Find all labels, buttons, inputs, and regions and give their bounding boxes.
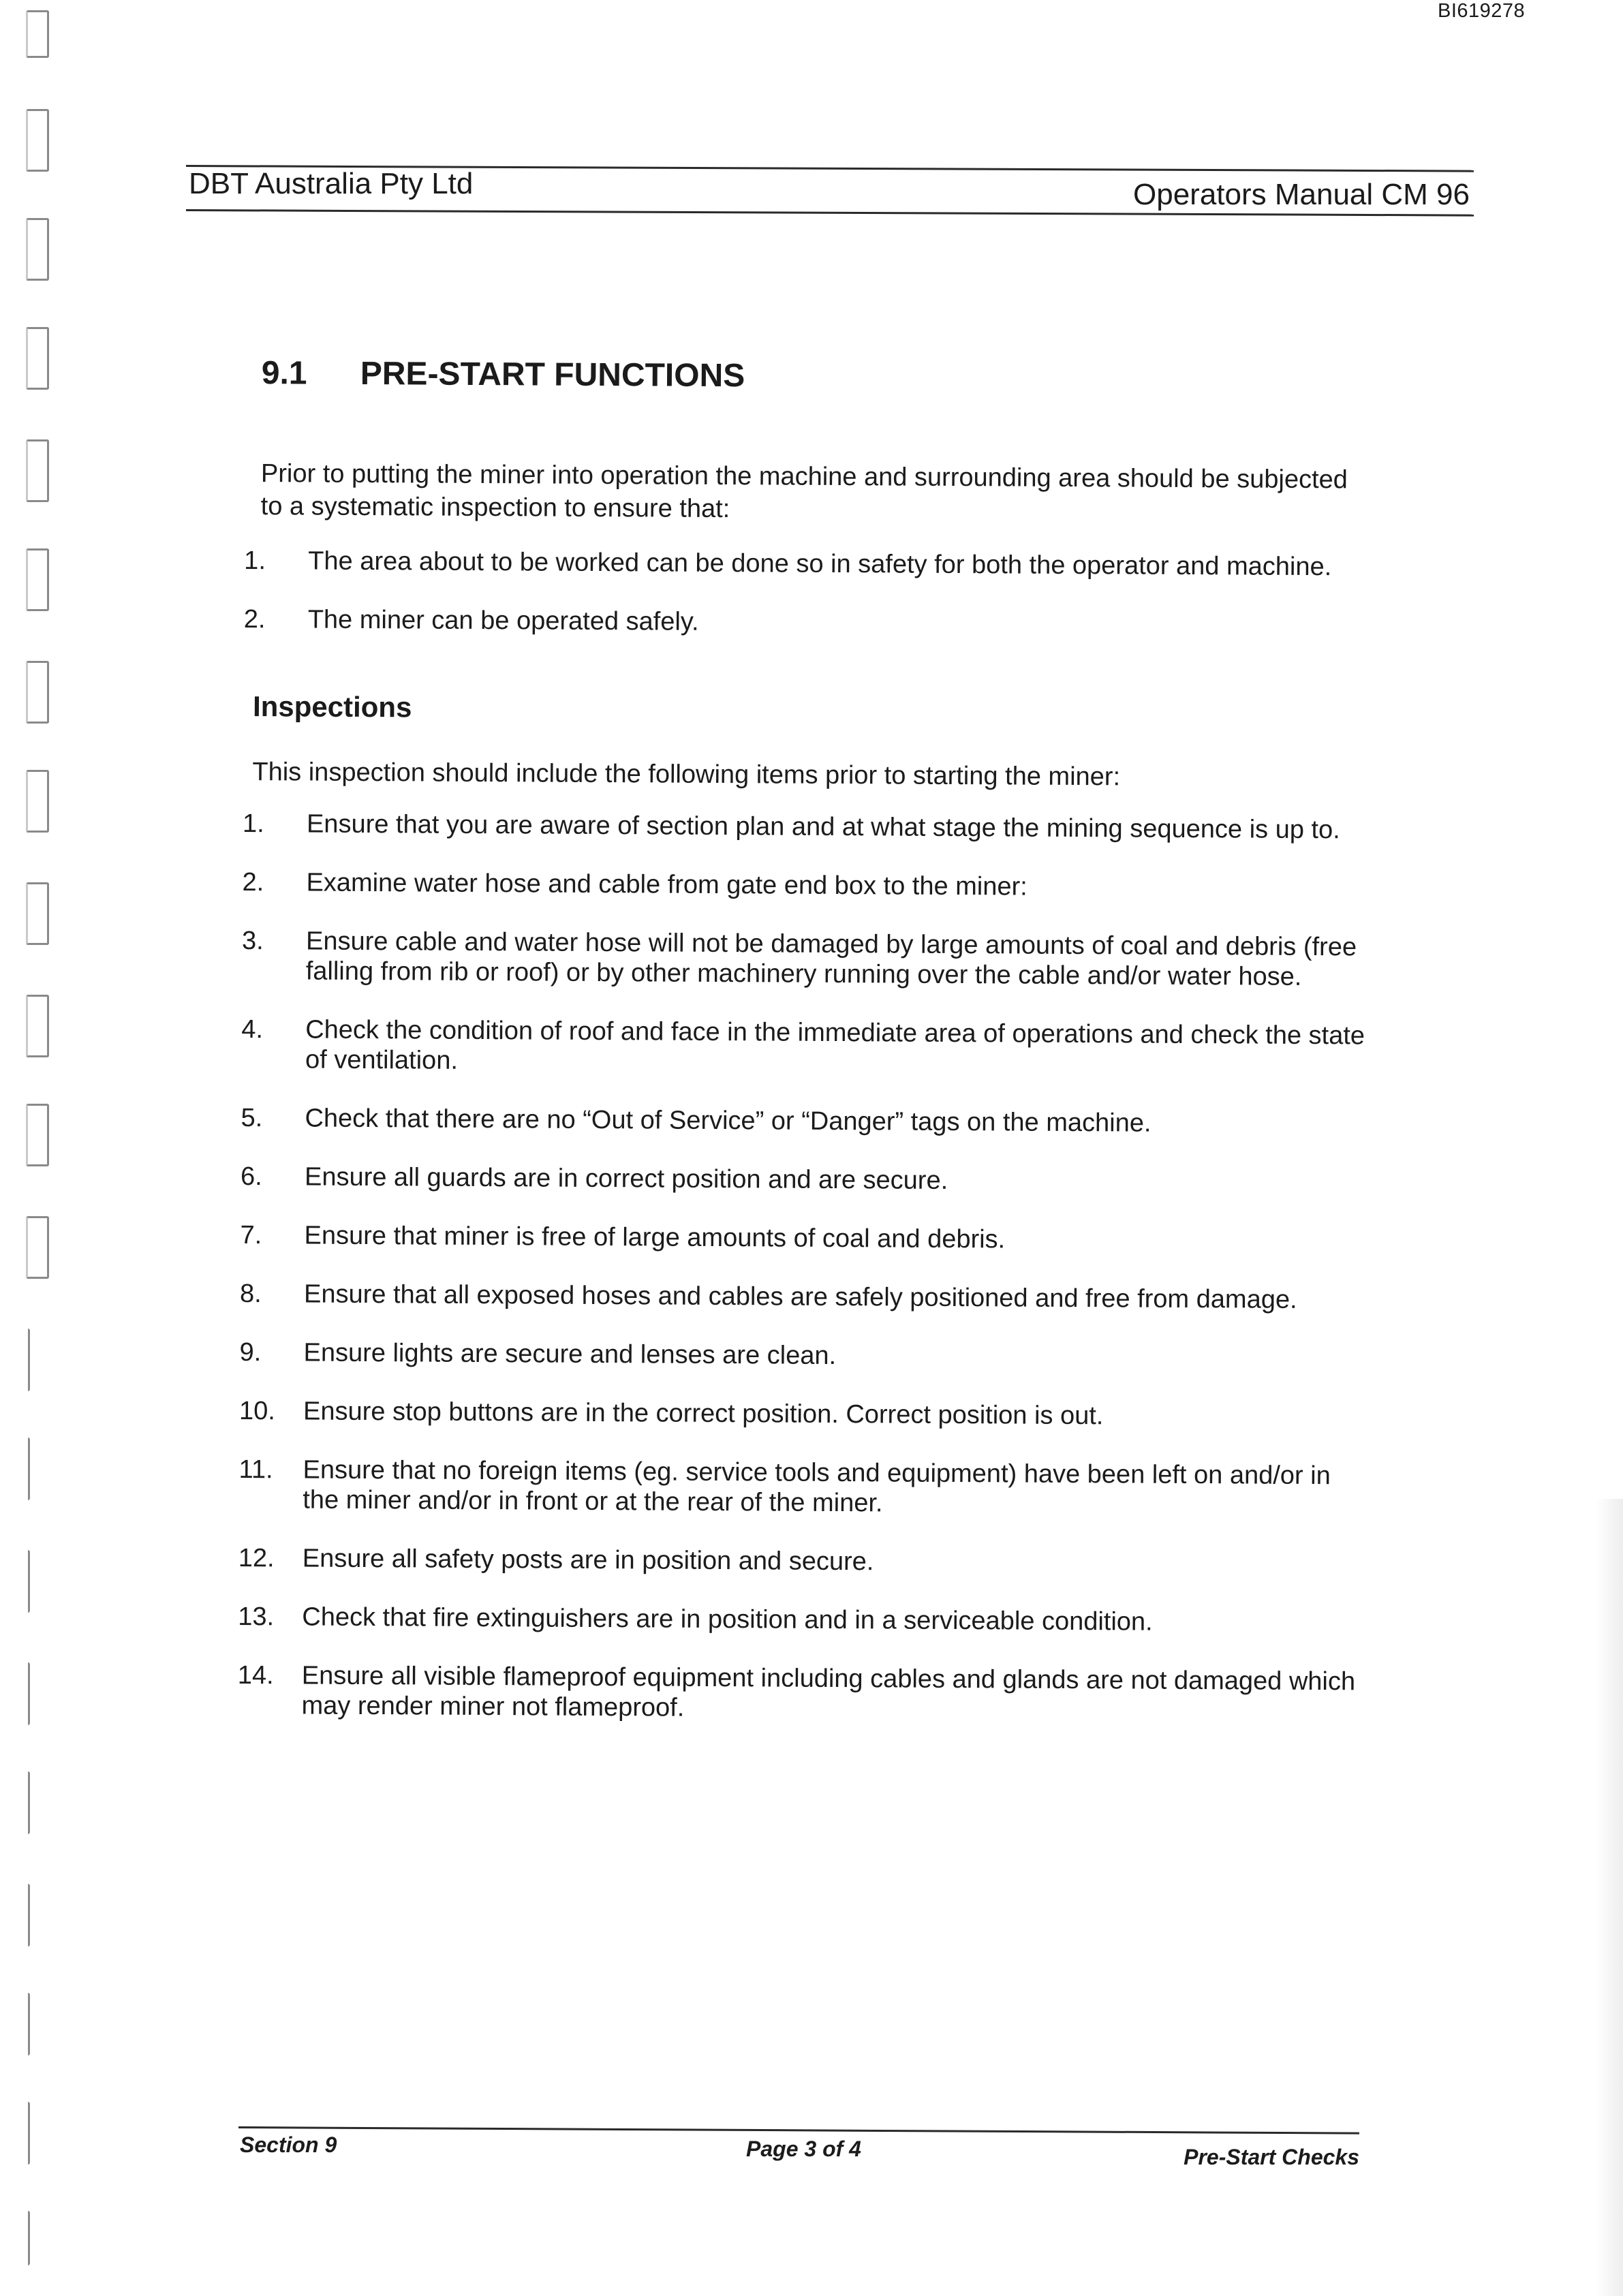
item-number: 2. [242, 867, 264, 897]
binding-hole [19, 2102, 30, 2165]
item-number: 13. [238, 1602, 275, 1632]
binding-hole [26, 1216, 49, 1279]
binding-hole [26, 995, 49, 1057]
list-item [241, 1162, 1367, 1198]
item-text: Ensure all guards are in correct position and are secure. [304, 1162, 948, 1195]
item-text: Ensure all safety posts are in position and secure. [302, 1544, 874, 1577]
list-item [241, 1103, 1367, 1140]
binding-holes [0, 0, 82, 2296]
item-number: 6. [240, 1162, 262, 1192]
binding-hole [26, 218, 49, 281]
binding-hole [26, 109, 49, 172]
section-number: 9.1 [261, 355, 307, 392]
item-text: The miner can be operated safely. [307, 605, 699, 636]
binding-hole [26, 10, 49, 58]
list-item [238, 1543, 1365, 1580]
footer-chapter: Pre-Start Checks [1184, 2145, 1359, 2169]
item-text: Examine water hose and cable from gate end box to the miner: [306, 868, 1027, 901]
page-header [186, 153, 1474, 221]
item-text: Ensure all visible flameproof equipment including cables and glands are not damaged which may render miner not flameproof. [301, 1661, 1356, 1722]
document-id: BI619278 [1438, 0, 1526, 22]
binding-hole [19, 1438, 30, 1500]
binding-hole [19, 1884, 30, 1946]
item-number: 3. [241, 926, 264, 956]
binding-hole [26, 882, 49, 945]
item-number: 14. [237, 1660, 274, 1690]
footer-rule [238, 2126, 1359, 2135]
list-item [244, 546, 1344, 582]
item-number: 4. [241, 1014, 264, 1044]
conditions-list [244, 546, 1369, 641]
list-item [243, 809, 1370, 846]
list-item [240, 1220, 1367, 1257]
binding-hole [19, 2211, 30, 2265]
item-number: 1. [244, 546, 266, 576]
item-number: 2. [243, 604, 266, 634]
item-text: Ensure lights are secure and lenses are clean. [303, 1338, 837, 1371]
binding-hole [19, 1771, 30, 1834]
footer-page-number: Page 3 of 4 [746, 2137, 861, 2161]
item-text: Ensure cable and water hose will not be damaged by large amounts of coal and debris (free falling from rib or roof) or by other machinery running over the cable and/or water hose. [305, 927, 1357, 991]
item-number: 7. [240, 1220, 262, 1250]
item-text: Ensure that no foreign items (eg. service tools and equipment) have been left on and/or in the miner and/or in front or at the rear of the miner. [303, 1455, 1331, 1518]
list-item [242, 926, 1369, 993]
item-number: 1. [242, 809, 264, 839]
item-number: 9. [239, 1337, 262, 1367]
company-name: DBT Australia Pty Ltd [189, 167, 474, 200]
list-item [238, 1455, 1365, 1521]
page-body [237, 354, 1370, 1755]
binding-hole [26, 327, 49, 390]
item-number: 11. [238, 1455, 273, 1485]
list-item [242, 867, 1369, 904]
manual-title: Operators Manual CM 96 [1133, 178, 1470, 211]
item-text: Ensure that miner is free of large amounts of coal and debris. [304, 1221, 1006, 1254]
item-text: Check the condition of roof and face in the immediate area of operations and check the state of ventilation. [305, 1015, 1365, 1075]
section-intro: Prior to putting the miner into operation the machine and surrounding area should be subjected to a systematic inspection to ensure that: [260, 459, 1348, 524]
footer-section: Section 9 [240, 2132, 337, 2157]
item-text: Check that there are no “Out of Service” or “Danger” tags on the machine. [305, 1104, 1151, 1138]
item-number: 12. [238, 1543, 275, 1573]
scan-edge-shadow [1596, 1499, 1623, 2296]
binding-hole [26, 1104, 49, 1166]
item-number: 5. [241, 1103, 263, 1133]
inspections-heading: Inspections [252, 690, 412, 724]
inspections-list [237, 809, 1367, 1726]
list-item [239, 1396, 1366, 1433]
item-text: Ensure that all exposed hoses and cables are safely positioned and free from damage. [303, 1279, 1297, 1314]
binding-hole [26, 661, 49, 724]
list-item [240, 1279, 1367, 1316]
binding-hole [26, 439, 49, 502]
list-item [244, 604, 1344, 640]
item-text: The area about to be worked can be done so in safety for both the operator and machine. [308, 546, 1332, 582]
item-number: 8. [239, 1279, 262, 1309]
list-item [238, 1602, 1365, 1639]
item-text: Ensure that you are aware of section plan and at what stage the mining sequence is up to. [306, 809, 1340, 845]
page-footer [238, 2124, 1359, 2172]
list-item [237, 1660, 1364, 1727]
binding-hole [19, 1662, 30, 1725]
binding-hole [19, 1550, 30, 1613]
item-text: Ensure stop buttons are in the correct position. Correct position is out. [303, 1397, 1104, 1431]
section-heading [262, 354, 1370, 398]
list-item [241, 1014, 1368, 1081]
item-text: Check that fire extinguishers are in position and in a serviceable condition. [302, 1602, 1153, 1636]
item-number: 10. [238, 1396, 276, 1426]
binding-hole [19, 1993, 30, 2055]
section-title: PRE-START FUNCTIONS [360, 355, 745, 394]
inspections-intro: This inspection should include the following items prior to starting the miner: [252, 758, 1121, 792]
binding-hole [26, 770, 49, 833]
binding-hole [19, 1329, 30, 1391]
binding-hole [26, 548, 49, 611]
list-item [239, 1337, 1366, 1374]
